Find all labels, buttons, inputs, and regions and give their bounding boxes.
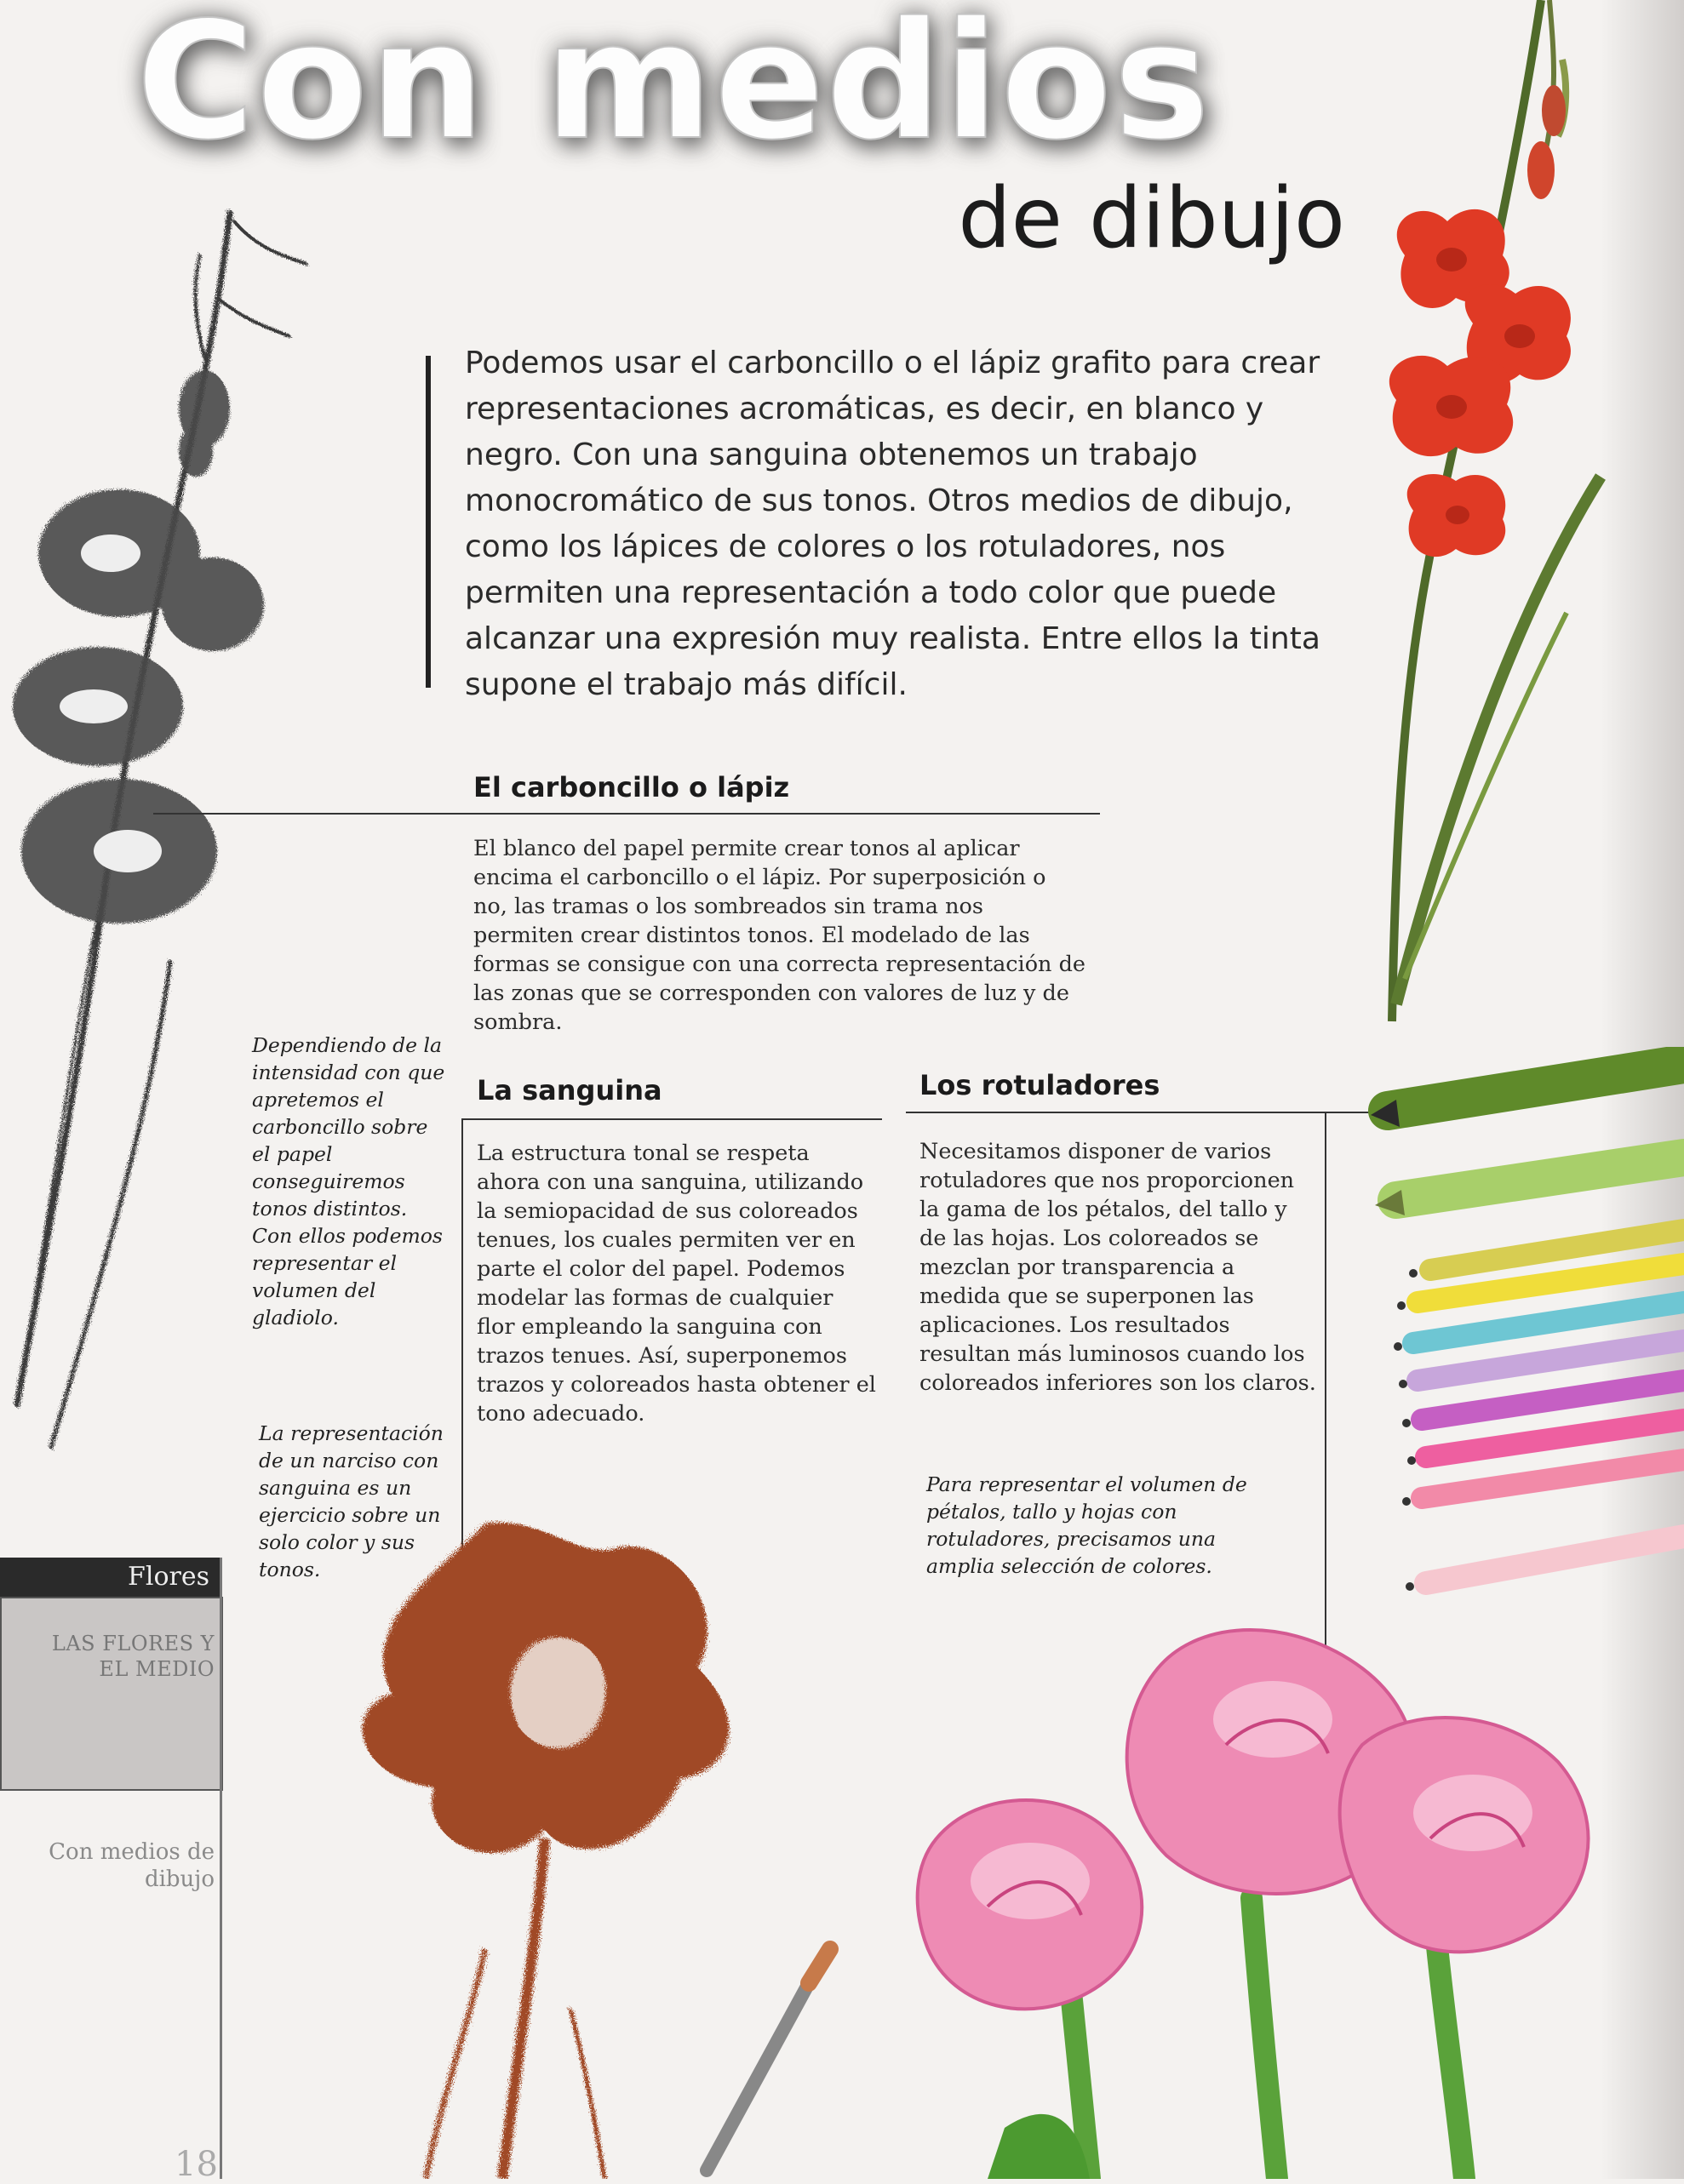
page-number: 18 [175, 2145, 218, 2184]
heading-rotuladores: Los rotuladores [919, 1069, 1160, 1101]
sidebar-section-box [0, 1597, 223, 1791]
pink-roses-illustration [885, 1617, 1684, 2179]
caption-gladiolo: Dependiendo de la intensidad con que apretemos el carboncillo sobre el papel conseguiremos tonos distintos. Con ellos podemos representar el volumen del gladiolo. [252, 1033, 445, 1329]
sidebar-section-label: LAS FLORES Y EL MEDIO [51, 1632, 215, 1681]
page-title: Con medios [136, 0, 1211, 175]
body-carboncillo: El blanco del papel permite crear tonos al aplicar encima el carboncillo o el lápiz. Por superposición o no, las tramas o los sombreados sin trama nos permiten crear distintos tonos. El modelado de las formas se consigue con una correcta representación de las zonas que se corresponden con valores de luz y de sombra. [473, 836, 1086, 1035]
sidebar-tab-flores: Flores [0, 1558, 220, 1597]
red-gladiolus-photo [1345, 0, 1635, 1038]
sidebar-current-topic: Con medios de dibujo [49, 1839, 215, 1892]
intro-accent-bar [426, 356, 431, 688]
rule-sanguina [461, 1118, 882, 1120]
caption-rotuladores: Para representar el volumen de pétalos, tallo y hojas con rotuladores, precisamos una amplia selección de colores. [926, 1472, 1247, 1578]
intro-paragraph: Podemos usar el carboncillo o el lápiz grafito para crear representaciones acromáticas, es decir, en blanco y negro. Con una sanguina obtenemos un trabajo monocromático de sus tonos. Otros medios de dibujo, como los lápices de colores o los rotuladores, nos permiten una representación a todo color que puede alcanzar una expresión muy realista. Entre ellos la tinta supone el trabajo más difícil. [465, 346, 1320, 702]
rule-carboncillo [153, 813, 1100, 815]
paint-brush-photo [681, 1924, 868, 2179]
body-sanguina: La estructura tonal se respeta ahora con una sanguina, utilizando la semiopacidad de sus coloreados tenues, los cuales permiten ver en parte el color del papel. Podemos modelar las formas de cualquier flor empleando la sanguina con trazos tenues. Así, superponemos trazos y coloreados hasta obtener el tono adecuado. [477, 1141, 876, 1426]
caption-narciso: La representación de un narciso con sanguina es un ejercicio sobre un solo color y sus tonos. [259, 1421, 444, 1581]
page-subtitle: de dibujo [958, 170, 1345, 267]
heading-sanguina: La sanguina [477, 1074, 662, 1106]
body-rotuladores: Necesitamos disponer de varios rotuladores que nos proporcionen la gama de los pétalos, del tallo y de las hojas. Los coloreados se mezclan por transparencia a medida que se superponen las aplicaciones. Los resultados resultan más luminosos cuando los coloreados inferiores son los claros. [919, 1139, 1316, 1396]
sidebar-divider [220, 1558, 222, 2179]
marker-pens-photo [1328, 1047, 1684, 1600]
heading-carboncillo: El carboncillo o lápiz [473, 771, 790, 803]
rule-rotuladores [906, 1112, 1383, 1113]
